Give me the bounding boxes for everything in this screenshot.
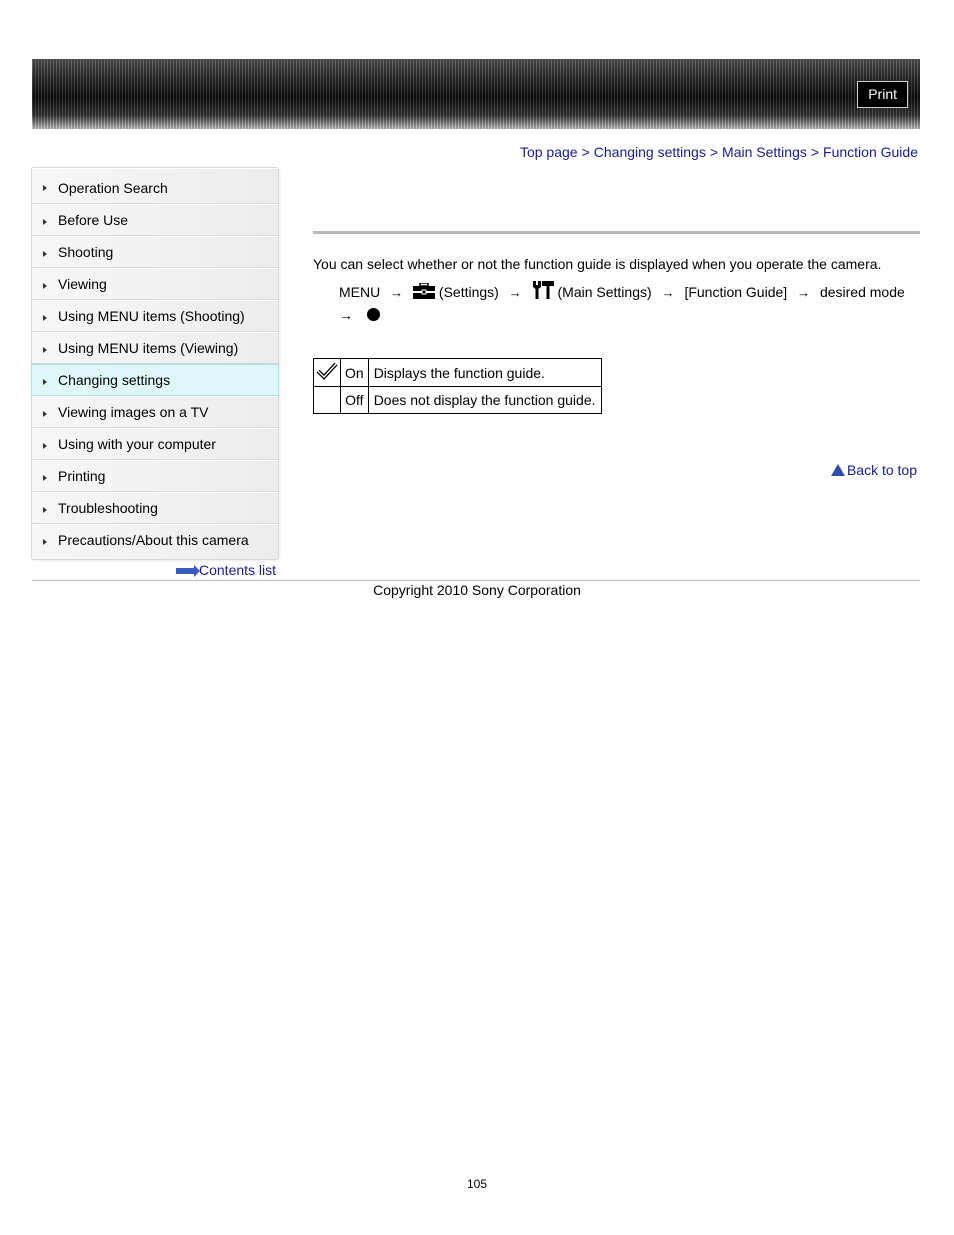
step-function-guide: [Function Guide] bbox=[684, 284, 788, 300]
triangle-right-icon bbox=[43, 251, 47, 257]
header-bar bbox=[32, 59, 920, 129]
sidebar-item-label: Using MENU items (Viewing) bbox=[58, 340, 239, 356]
triangle-right-icon bbox=[43, 443, 47, 449]
sidebar-item-menu-shooting[interactable] bbox=[32, 300, 278, 332]
checkmark-icon bbox=[316, 367, 338, 383]
option-description: Does not display the function guide. bbox=[368, 387, 601, 414]
sidebar-item-viewing-tv[interactable] bbox=[32, 396, 278, 428]
triangle-right-icon bbox=[43, 315, 47, 321]
arrow-right-icon: → bbox=[508, 285, 522, 300]
sidebar-item-label: Operation Search bbox=[58, 180, 168, 196]
breadcrumb bbox=[520, 144, 918, 160]
sidebar-nav bbox=[31, 167, 279, 560]
step-settings: (Settings) bbox=[438, 284, 499, 300]
triangle-right-icon bbox=[43, 347, 47, 353]
table-row bbox=[314, 359, 602, 387]
default-cell bbox=[314, 387, 341, 414]
options-table bbox=[313, 358, 602, 414]
arrow-right-icon: → bbox=[797, 285, 811, 300]
footer-divider bbox=[32, 580, 920, 581]
triangle-right-icon bbox=[43, 539, 47, 545]
sidebar-item-before-use[interactable] bbox=[32, 204, 278, 236]
sidebar-item-label: Troubleshooting bbox=[58, 500, 158, 516]
page-number: 105 bbox=[466, 1177, 488, 1191]
wrench-hammer-icon bbox=[532, 280, 554, 304]
breadcrumb-top-page[interactable]: Top page bbox=[519, 144, 578, 160]
breadcrumb-separator: > bbox=[709, 144, 719, 160]
print-button[interactable]: Print bbox=[857, 81, 908, 108]
bullet-dot-icon bbox=[367, 308, 380, 321]
arrow-right-icon: → bbox=[661, 285, 675, 300]
sidebar-item-printing[interactable] bbox=[32, 460, 278, 492]
triangle-right-icon bbox=[43, 411, 47, 417]
breadcrumb-function-guide[interactable]: Function Guide bbox=[823, 144, 918, 160]
menu-steps-line2 bbox=[339, 305, 380, 325]
sidebar-item-viewing[interactable] bbox=[32, 268, 278, 300]
arrow-right-icon: → bbox=[339, 307, 353, 323]
step-menu: MENU bbox=[339, 284, 381, 300]
arrow-right-icon bbox=[176, 568, 196, 574]
table-row bbox=[314, 387, 602, 414]
back-to-top-link[interactable] bbox=[831, 462, 917, 478]
menu-steps bbox=[339, 280, 905, 304]
option-name: Off bbox=[341, 387, 369, 414]
option-description: Displays the function guide. bbox=[368, 359, 601, 387]
toolbox-icon bbox=[413, 283, 435, 304]
triangle-right-icon bbox=[43, 475, 47, 481]
sidebar-item-label: Before Use bbox=[58, 212, 129, 228]
step-main-settings: (Main Settings) bbox=[557, 284, 652, 300]
triangle-right-icon bbox=[43, 185, 47, 191]
sidebar-item-label: Shooting bbox=[58, 244, 114, 260]
sidebar-item-shooting[interactable] bbox=[32, 236, 278, 268]
sidebar-item-label: Using with your computer bbox=[58, 436, 216, 452]
sidebar-item-menu-viewing[interactable] bbox=[32, 332, 278, 364]
triangle-up-icon bbox=[831, 464, 845, 476]
breadcrumb-main-settings[interactable]: Main Settings bbox=[722, 144, 807, 160]
sidebar-item-label: Viewing images on a TV bbox=[58, 404, 209, 420]
copyright-text: Copyright 2010 Sony Corporation bbox=[373, 582, 581, 598]
intro-text: You can select whether or not the function guide is displayed when you operate the camera. bbox=[313, 256, 882, 272]
breadcrumb-separator: > bbox=[581, 144, 590, 160]
sidebar-item-label: Printing bbox=[58, 468, 106, 484]
sidebar-item-label: Precautions/About this camera bbox=[58, 532, 249, 548]
sidebar-item-computer[interactable] bbox=[32, 428, 278, 460]
default-cell bbox=[314, 359, 341, 387]
option-name: On bbox=[341, 359, 369, 387]
sidebar-item-changing-settings[interactable] bbox=[31, 364, 279, 396]
step-desired-mode: desired mode bbox=[819, 284, 905, 300]
arrow-right-icon: → bbox=[390, 285, 404, 300]
triangle-right-icon bbox=[43, 219, 47, 225]
title-divider bbox=[313, 231, 920, 234]
sidebar-item-operation-search[interactable] bbox=[32, 168, 278, 204]
triangle-right-icon bbox=[43, 507, 47, 513]
sidebar-item-label: Viewing bbox=[58, 276, 107, 292]
breadcrumb-changing-settings[interactable]: Changing settings bbox=[593, 144, 706, 160]
contents-list-link[interactable] bbox=[176, 562, 276, 578]
sidebar-item-label: Changing settings bbox=[58, 372, 171, 388]
contents-list-label: Contents list bbox=[199, 562, 277, 578]
triangle-right-icon bbox=[43, 379, 47, 385]
sidebar-item-troubleshooting[interactable] bbox=[32, 492, 278, 524]
triangle-right-icon bbox=[43, 283, 47, 289]
back-to-top-label: Back to top bbox=[846, 462, 917, 478]
breadcrumb-separator: > bbox=[810, 144, 820, 160]
sidebar-item-precautions[interactable] bbox=[32, 524, 278, 555]
sidebar-item-label: Using MENU items (Shooting) bbox=[58, 308, 245, 324]
